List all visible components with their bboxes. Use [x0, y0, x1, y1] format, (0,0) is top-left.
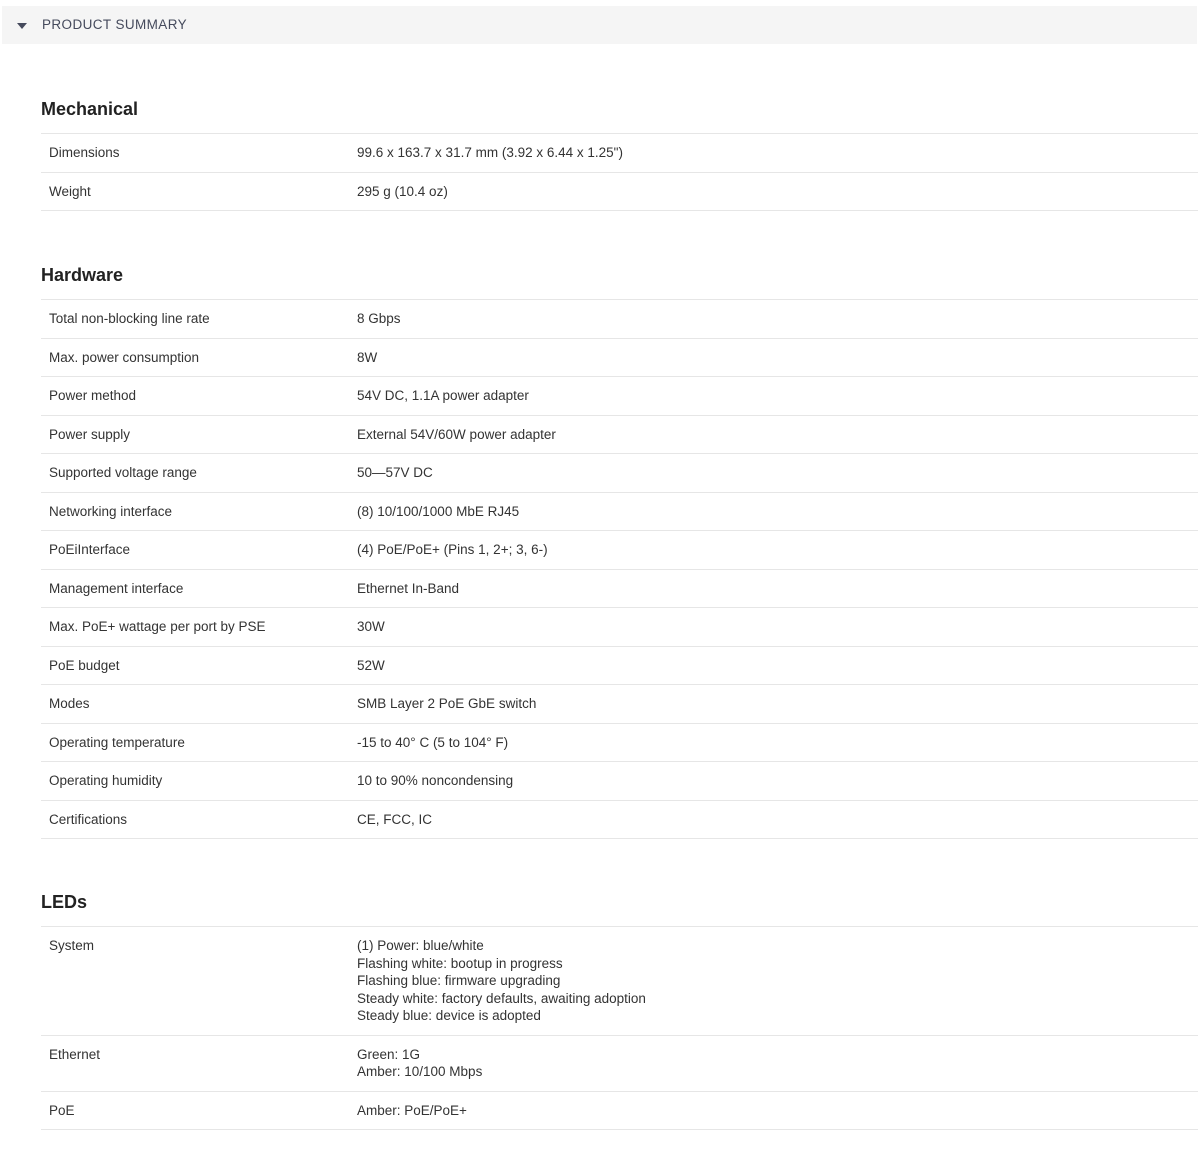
section-leds — [41, 883, 1198, 1130]
spec-key: Networking interface — [41, 492, 349, 531]
led-line: Steady white: factory defaults, awaiting adoption — [357, 990, 646, 1006]
spec-value: Ethernet In-Band — [349, 569, 1198, 608]
table-row — [41, 134, 1198, 173]
product-summary-label: PRODUCT SUMMARY — [42, 17, 188, 32]
section-mechanical — [41, 90, 1198, 211]
table-row — [41, 569, 1198, 608]
spec-value: 54V DC, 1.1A power adapter — [349, 377, 1198, 416]
led-line: Flashing white: bootup in progress — [357, 955, 563, 971]
table-row — [41, 492, 1198, 531]
spec-key: Operating temperature — [41, 723, 349, 762]
spec-value — [349, 1035, 1198, 1091]
spec-key: Power method — [41, 377, 349, 416]
product-summary-toggle[interactable] — [2, 6, 1197, 44]
spec-table-mechanical — [41, 133, 1198, 211]
spec-value: (8) 10/100/1000 MbE RJ45 — [349, 492, 1198, 531]
table-row — [41, 531, 1198, 570]
section-spacer — [41, 211, 1198, 256]
table-row — [41, 1035, 1198, 1091]
table-row — [41, 415, 1198, 454]
spec-value — [349, 1091, 1198, 1130]
section-title-hardware: Hardware — [41, 265, 124, 285]
table-row — [41, 723, 1198, 762]
table-row — [41, 300, 1198, 339]
spec-key: PoEiInterface — [41, 531, 349, 570]
table-row — [41, 172, 1198, 211]
spec-key: Modes — [41, 685, 349, 724]
led-line: (1) Power: blue/white — [357, 938, 484, 953]
led-line: Amber: 10/100 Mbps — [357, 1064, 483, 1079]
led-line: Flashing blue: firmware upgrading — [357, 973, 561, 988]
spec-value — [349, 927, 1198, 1036]
spec-key: Max. power consumption — [41, 338, 349, 377]
spec-key: PoE budget — [41, 646, 349, 685]
spec-key: Ethernet — [41, 1035, 349, 1091]
section-title-leds: LEDs — [41, 892, 88, 912]
spec-key: PoE — [41, 1091, 349, 1130]
spec-key: Total non-blocking line rate — [41, 300, 349, 339]
table-row — [41, 646, 1198, 685]
table-row — [41, 338, 1198, 377]
table-row — [41, 454, 1198, 493]
spec-key: Max. PoE+ wattage per port by PSE — [41, 608, 349, 647]
spec-key: Dimensions — [41, 134, 349, 173]
table-row — [41, 685, 1198, 724]
caret-down-icon[interactable] — [17, 23, 27, 29]
spec-value: 295 g (10.4 oz) — [349, 172, 1198, 211]
spec-value: External 54V/60W power adapter — [349, 415, 1198, 454]
spec-key: Certifications — [41, 800, 349, 839]
table-row — [41, 927, 1198, 1036]
spec-value: 8 Gbps — [349, 300, 1198, 339]
section-spacer — [41, 839, 1198, 883]
spec-key: Weight — [41, 172, 349, 211]
spec-value: (4) PoE/PoE+ (Pins 1, 2+; 3, 6-) — [349, 531, 1198, 570]
section-title-mechanical: Mechanical — [41, 99, 139, 119]
spec-value: 99.6 x 163.7 x 31.7 mm (3.92 x 6.44 x 1.25") — [349, 134, 1198, 173]
led-line: Steady blue: device is adopted — [357, 1008, 541, 1023]
spec-key: Management interface — [41, 569, 349, 608]
section-hardware — [41, 256, 1198, 839]
spec-table-hardware — [41, 299, 1198, 839]
spec-value: CE, FCC, IC — [349, 800, 1198, 839]
table-row — [41, 608, 1198, 647]
led-line: Green: 1G — [357, 1046, 421, 1062]
spec-value: 30W — [349, 608, 1198, 647]
table-row — [41, 800, 1198, 839]
spec-value: 52W — [349, 646, 1198, 685]
spec-value: 8W — [349, 338, 1198, 377]
spec-value: 10 to 90% noncondensing — [349, 762, 1198, 801]
spec-value: -15 to 40° C (5 to 104° F) — [349, 723, 1198, 762]
spec-key: System — [41, 927, 349, 1036]
table-row — [41, 1091, 1198, 1130]
table-row — [41, 377, 1198, 416]
table-row — [41, 762, 1198, 801]
spec-value: 50—57V DC — [349, 454, 1198, 493]
spec-key: Power supply — [41, 415, 349, 454]
spec-value: SMB Layer 2 PoE GbE switch — [349, 685, 1198, 724]
spec-content — [41, 90, 1198, 1130]
spec-key: Operating humidity — [41, 762, 349, 801]
spec-key: Supported voltage range — [41, 454, 349, 493]
led-line: Amber: PoE/PoE+ — [357, 1102, 467, 1118]
spec-table-leds — [41, 926, 1198, 1130]
